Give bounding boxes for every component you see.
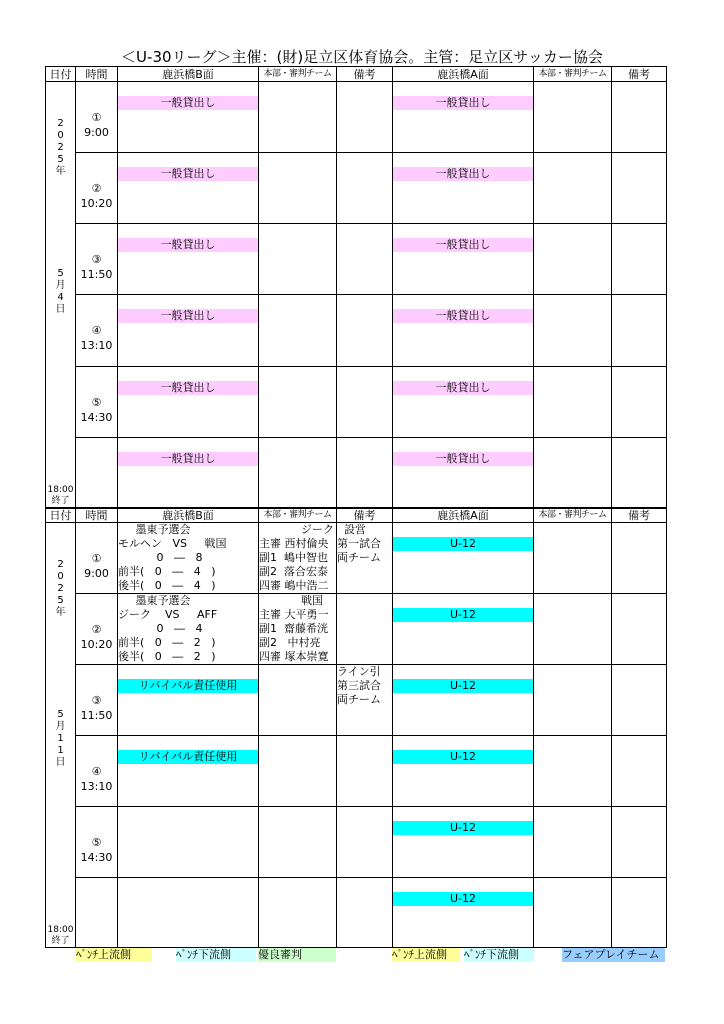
field-a-cell — [393, 736, 534, 807]
end-time-label: 18:00 終了 — [47, 925, 74, 946]
field-b-cell — [118, 82, 259, 153]
date-cell — [46, 82, 76, 508]
slot-time: ⑤ 14:30 — [76, 366, 118, 437]
booking-bar: 一般貸出し — [393, 238, 533, 252]
referee-cell — [259, 736, 337, 807]
header-referee-a: 本部・審判チーム — [534, 67, 612, 82]
field-a-cell — [393, 878, 534, 948]
notes-cell — [337, 523, 393, 594]
notes-cell — [612, 878, 667, 948]
notes-cell — [612, 82, 667, 153]
header-notes-a: 備考 — [612, 509, 667, 523]
referee-cell — [534, 295, 612, 366]
notes-cell — [337, 878, 393, 948]
table-row — [46, 366, 667, 437]
header-time: 時間 — [76, 509, 118, 523]
match-cell — [118, 523, 259, 594]
booking-bar: U-12 — [393, 679, 533, 693]
booking-bar: 一般貸出し — [393, 309, 533, 323]
notes-text: 設営 第一試合 両チーム — [337, 523, 381, 564]
header-field-b: 鹿浜橋B面 — [118, 67, 259, 82]
legend-fairplay-team: フェアプレイチーム — [562, 948, 665, 962]
field-b-cell — [118, 807, 259, 878]
table-row — [46, 224, 667, 295]
field-a-cell — [393, 594, 534, 665]
header-date: 日付 — [46, 67, 76, 82]
header-row — [46, 509, 667, 523]
booking-bar: 一般貸出し — [118, 167, 258, 181]
field-a-cell — [393, 366, 534, 437]
year-label: 2 0 2 5 年 — [55, 559, 66, 618]
booking-bar: U-12 — [393, 537, 533, 551]
table-row — [46, 82, 667, 153]
table-row — [46, 295, 667, 366]
field-a-cell — [393, 523, 534, 594]
notes-cell — [612, 807, 667, 878]
legend-good-referee: 優良審判 — [258, 948, 336, 962]
referee-cell — [534, 437, 612, 507]
field-b-cell — [118, 437, 259, 507]
notes-text: ライン引 第三試合 両チーム — [337, 665, 381, 706]
slot-time: ③ 11:50 — [76, 665, 118, 736]
referee-cell — [534, 594, 612, 665]
booking-bar: 一般貸出し — [393, 96, 533, 110]
booking-bar: 一般貸出し — [118, 238, 258, 252]
slot-time: ④ 13:10 — [76, 295, 118, 366]
notes-cell — [337, 366, 393, 437]
notes-cell — [337, 437, 393, 507]
referee-cell — [534, 82, 612, 153]
table-row — [46, 523, 667, 594]
match-details: 墨東予選会 ジーク VS AFF 0 ― 4 前半( 0 ― 2 ) 後半( 0 ― 2 ) — [118, 594, 218, 663]
header-row — [46, 67, 667, 82]
field-a-cell — [393, 82, 534, 153]
referee-cell — [534, 224, 612, 295]
referee-cell — [534, 523, 612, 594]
referee-details: ジーク 主審 西村倫央 副1 嶋中智也 副2 落合宏泰 四審 嶋中浩二 — [259, 523, 334, 592]
booking-bar: U-12 — [393, 892, 533, 906]
legend-bench-downstream-a: ﾍﾞﾝﾁ下流側 — [464, 948, 534, 962]
referee-cell — [259, 665, 337, 736]
date-label: 5 月 1 1 日 — [55, 709, 66, 768]
field-a-cell — [393, 153, 534, 224]
header-notes-b: 備考 — [337, 67, 393, 82]
field-a-cell — [393, 665, 534, 736]
slot-time: ④ 13:10 — [76, 736, 118, 807]
field-b-cell — [118, 736, 259, 807]
header-date: 日付 — [46, 509, 76, 523]
field-b-cell — [118, 153, 259, 224]
schedule-table-day2 — [45, 508, 667, 948]
notes-cell — [337, 224, 393, 295]
end-time-label: 18:00 終了 — [47, 485, 74, 506]
header-referee-b: 本部・審判チーム — [259, 67, 337, 82]
field-b-cell — [118, 224, 259, 295]
table-row — [46, 594, 667, 665]
schedule-table-day1 — [45, 66, 667, 508]
notes-cell — [612, 366, 667, 437]
field-b-cell — [118, 295, 259, 366]
page-title: ＜U-30リーグ＞主催：(財)足立区体育協会。主管：足立区サッカー協会 — [121, 48, 603, 66]
notes-cell — [337, 594, 393, 665]
field-a-cell — [393, 437, 534, 507]
booking-bar: U-12 — [393, 821, 533, 835]
match-cell — [118, 594, 259, 665]
field-b-cell — [118, 878, 259, 948]
notes-cell — [612, 736, 667, 807]
header-referee-a: 本部・審判チーム — [534, 509, 612, 523]
referee-cell — [534, 878, 612, 948]
referee-cell — [259, 366, 337, 437]
booking-bar: 一般貸出し — [118, 381, 258, 395]
referee-cell — [259, 878, 337, 948]
referee-cell — [259, 82, 337, 153]
slot-time: ③ 11:50 — [76, 224, 118, 295]
booking-bar: 一般貸出し — [393, 452, 533, 466]
header-field-b: 鹿浜橋B面 — [118, 509, 259, 523]
referee-cell — [534, 366, 612, 437]
referee-cell — [259, 594, 337, 665]
header-notes-b: 備考 — [337, 509, 393, 523]
slot-time: ① 9:00 — [76, 82, 118, 153]
header-notes-a: 備考 — [612, 67, 667, 82]
notes-cell — [337, 295, 393, 366]
slot-time — [76, 437, 118, 507]
notes-cell — [337, 82, 393, 153]
header-field-a: 鹿浜橋A面 — [393, 67, 534, 82]
booking-bar: 一般貸出し — [118, 96, 258, 110]
referee-cell — [259, 437, 337, 507]
notes-cell — [612, 523, 667, 594]
booking-bar: 一般貸出し — [118, 452, 258, 466]
referee-details: 戦国 主審 大平勇一 副1 齋藤希洸 副2 中村亮 四審 塚本崇寛 — [259, 594, 329, 663]
table-row — [46, 437, 667, 507]
match-details: 墨東予選会 モルヘン VS 戦国 0 ― 8 前半( 0 ― 4 ) 後半( 0 ― 4 ) — [118, 523, 227, 592]
table-row — [46, 878, 667, 948]
notes-cell — [612, 295, 667, 366]
notes-cell — [612, 437, 667, 507]
booking-bar: 一般貸出し — [393, 167, 533, 181]
slot-time: ② 10:20 — [76, 594, 118, 665]
referee-cell — [259, 224, 337, 295]
referee-cell — [534, 807, 612, 878]
field-a-cell — [393, 295, 534, 366]
field-a-cell — [393, 807, 534, 878]
booking-bar: U-12 — [393, 750, 533, 764]
notes-cell — [337, 736, 393, 807]
field-b-cell — [118, 366, 259, 437]
notes-cell — [337, 665, 393, 736]
referee-cell — [534, 736, 612, 807]
notes-cell — [337, 153, 393, 224]
table-row — [46, 153, 667, 224]
legend-bench-upstream-a: ﾍﾞﾝﾁ上流側 — [392, 948, 460, 962]
booking-bar: 一般貸出し — [393, 381, 533, 395]
referee-cell — [259, 153, 337, 224]
notes-cell — [612, 153, 667, 224]
legend-bench-downstream: ﾍﾞﾝﾁ下流側 — [176, 948, 256, 962]
field-b-cell — [118, 665, 259, 736]
booking-bar: リバイバル責任使用 — [118, 750, 258, 764]
slot-time: ① 9:00 — [76, 523, 118, 594]
table-row — [46, 665, 667, 736]
table-row — [46, 807, 667, 878]
header-field-a: 鹿浜橋A面 — [393, 509, 534, 523]
slot-time — [76, 878, 118, 948]
legend-bench-upstream: ﾍﾞﾝﾁ上流側 — [76, 948, 152, 962]
year-label: 2 0 2 5 年 — [55, 118, 66, 177]
booking-bar: 一般貸出し — [118, 309, 258, 323]
referee-cell — [259, 295, 337, 366]
notes-cell — [612, 224, 667, 295]
referee-cell — [259, 523, 337, 594]
date-cell — [46, 523, 76, 948]
table-row — [46, 736, 667, 807]
booking-bar: U-12 — [393, 608, 533, 622]
referee-cell — [259, 807, 337, 878]
slot-time: ⑤ 14:30 — [76, 807, 118, 878]
date-label: 5 月 4 日 — [55, 268, 66, 315]
field-a-cell — [393, 224, 534, 295]
header-referee-b: 本部・審判チーム — [259, 509, 337, 523]
notes-cell — [337, 807, 393, 878]
notes-cell — [612, 665, 667, 736]
referee-cell — [534, 153, 612, 224]
referee-cell — [534, 665, 612, 736]
booking-bar: リバイバル責任使用 — [118, 679, 258, 693]
notes-cell — [612, 594, 667, 665]
slot-time: ② 10:20 — [76, 153, 118, 224]
header-time: 時間 — [76, 67, 118, 82]
